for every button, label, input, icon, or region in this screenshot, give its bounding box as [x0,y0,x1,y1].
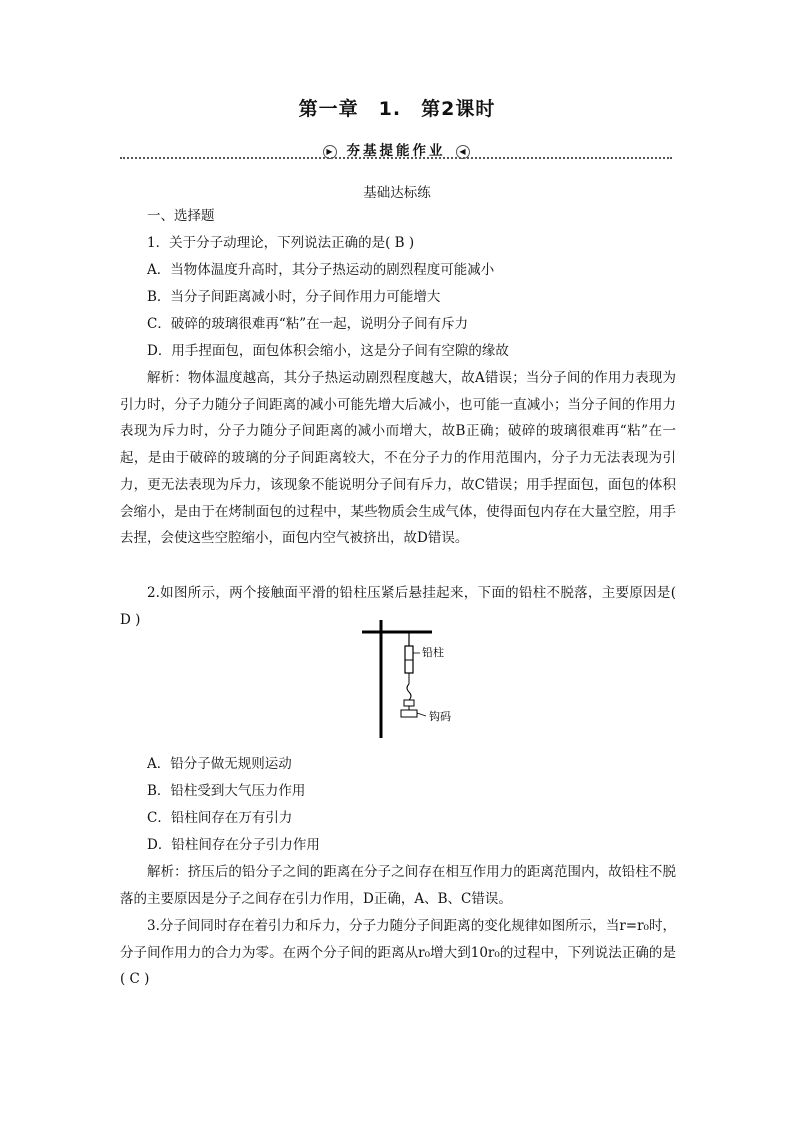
homework-banner [120,140,672,160]
section-title: 基础达标练 [363,185,431,201]
lead-cylinder-figure [360,618,470,743]
question-1-option-c: C．破碎的玻璃很难再“粘”在一起，说明分子间有斥力 [147,316,469,332]
back-arrow-icon: ◀ [456,145,470,159]
hook-weight-label: 钩码 [429,710,451,723]
question-2-stem: 2.如图所示，两个接触面平滑的铅柱压紧后悬挂起来，下面的铅柱不脱落，主要原因是( D ) [120,585,676,628]
lead-cylinder-diagram [360,618,470,743]
play-arrow-icon: ▶ [323,145,337,159]
page-title: 第一章 1. 第2课时 [298,98,496,120]
question-1-option-a: A．当物体温度升高时，其分子热运动的剧烈程度可能减小 [147,262,495,278]
question-1-analysis: 解析：物体温度越高，其分子热运动剧烈程度越大，故A错误；当分子间的作用力表现为引力时，分子力随分子间距离的减小可能先增大后减小，也可能一直减小；当分子间的作用力表现为斥力时，分子力随分子间距离的减小而增大，故B正确；破碎的玻璃很难再“粘”在一起，是由于破碎的玻璃的分子间距离较大，不在分子力的作用范围内，分子力无法表现为引力，更无法表现为斥力，该现象不能说明分子间有斥力，故C错误；用手捏面包，面包的体积会缩小，是由于在烤制面包的过程中，某些物质会生成气体，使得面包内存在大量空腔，用手去捏，会使这些空腔缩小，面包内空气被挤出，故D错误。 [120,370,676,547]
question-3-stem: 3.分子间同时存在着引力和斥力，分子力随分子间距离的变化规律如图所示，当r=r₀时，分子间作用力的合力为零。在两个分子间的距离从r₀增大到10r₀的过程中，下列说法正确的是( C ) [120,918,676,988]
part-heading: 一、选择题 [147,208,215,224]
question-2-option-d: D．铅柱间存在分子引力作用 [147,837,320,853]
question-2-analysis: 解析：挤压后的铅分子之间的距离在分子之间存在相互作用力的距离范围内，故铅柱不脱落的主要原因是分子之间存在引力作用，D正确，A、B、C错误。 [120,864,676,907]
question-2-option-b: B．铅柱受到大气压力作用 [147,783,306,799]
lead-cylinder-label: 铅柱 [422,646,444,659]
question-1-option-d: D．用手捏面包，面包体积会缩小，这是分子间有空隙的缘故 [147,343,509,359]
question-2-option-c: C．铅柱间存在万有引力 [147,810,293,826]
question-1-stem: 1．关于分子动理论，下列说法正确的是( B ) [147,235,415,251]
question-2-option-a: A．铅分子做无规则运动 [147,756,292,772]
question-1-option-b: B．当分子间距离减小时，分子间作用力可能增大 [147,289,441,305]
banner-label: 夯基提能作业 [346,143,446,159]
